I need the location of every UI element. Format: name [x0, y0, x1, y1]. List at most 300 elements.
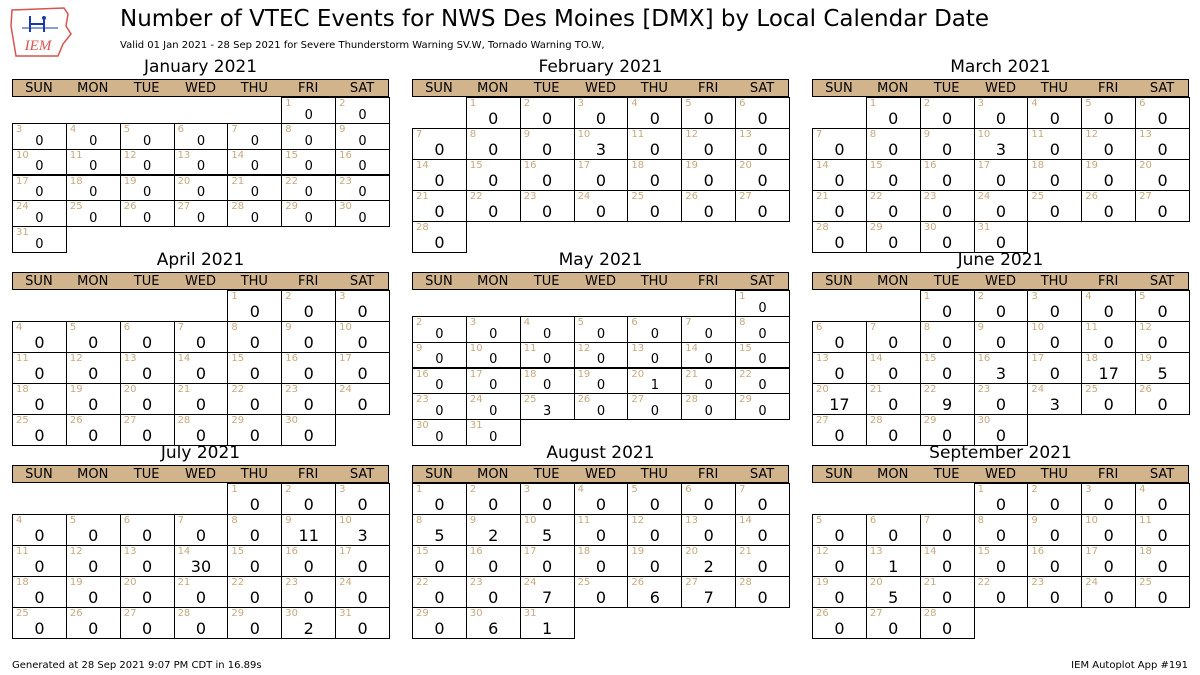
day-number: 5 [69, 515, 77, 526]
day-number: 4 [631, 98, 638, 109]
day-cell [1081, 159, 1136, 191]
day-cell [974, 159, 1029, 191]
day-number: 31 [16, 227, 29, 239]
day-cell [974, 514, 1029, 546]
day-number: 27 [123, 608, 137, 619]
day-number: 15 [923, 353, 937, 364]
day-cell [227, 175, 282, 202]
event-count: 0 [303, 302, 314, 321]
event-count: 0 [942, 526, 953, 545]
day-cell [681, 576, 736, 608]
day-number: 3 [339, 484, 346, 495]
day-number: 4 [1139, 484, 1146, 495]
day-number: 5 [1085, 98, 1092, 109]
day-cell [66, 200, 121, 227]
event-count: 0 [595, 495, 607, 514]
day-number: 1 [285, 98, 292, 109]
day-number: 25 [69, 201, 83, 213]
day-number: 26 [577, 394, 591, 406]
day-number: 5 [69, 322, 77, 333]
event-count: 0 [250, 211, 259, 227]
day-cell [1135, 190, 1190, 222]
day-number: 22 [739, 368, 752, 380]
event-count: 0 [757, 526, 768, 545]
day-number: 14 [231, 149, 245, 161]
event-count: 0 [195, 619, 207, 638]
day-number: 18 [1139, 546, 1152, 557]
day-number: 27 [177, 201, 191, 213]
weekday-label: FRI [1098, 81, 1119, 96]
event-count: 0 [888, 171, 899, 190]
day-number: 8 [977, 515, 984, 526]
day-number: 26 [69, 608, 83, 619]
event-count: 0 [888, 333, 899, 352]
event-count: 0 [142, 159, 152, 175]
weekday-label: WED [184, 81, 217, 96]
event-count: 0 [542, 140, 553, 159]
weekday-header [412, 79, 789, 97]
day-number: 3 [523, 484, 531, 495]
day-number: 21 [177, 384, 191, 395]
event-count: 0 [35, 211, 44, 227]
day-number: 14 [869, 353, 883, 364]
event-count: 0 [88, 588, 99, 607]
event-count: 0 [995, 495, 1007, 514]
event-count: 0 [142, 333, 153, 352]
day-number: 15 [231, 353, 245, 364]
weekday-header [812, 465, 1189, 483]
event-count: 0 [942, 202, 953, 221]
day-cell [520, 483, 575, 515]
day-cell [574, 483, 629, 515]
event-count: 0 [1049, 526, 1060, 545]
day-cell [466, 545, 521, 577]
day-number: 23 [285, 577, 299, 588]
day-number: 31 [977, 222, 991, 233]
day-cell [574, 393, 629, 420]
day-number: 22 [469, 191, 483, 202]
day-cell [1135, 514, 1190, 546]
day-number: 16 [523, 160, 537, 171]
day-cell [866, 545, 921, 577]
event-count: 0 [758, 404, 767, 420]
day-cell [520, 342, 575, 369]
day-cell [1081, 545, 1136, 577]
event-count: 0 [1049, 140, 1060, 159]
event-count: 0 [35, 185, 44, 201]
day-number: 18 [16, 577, 29, 588]
event-count: 0 [650, 404, 659, 420]
day-cell [681, 97, 736, 129]
app-id-footer: IEM Autoplot App #191 [1071, 660, 1188, 671]
day-number: 6 [869, 515, 877, 526]
day-number: 17 [977, 160, 991, 171]
day-cell [227, 576, 282, 608]
day-number: 17 [523, 546, 537, 557]
weekday-label: SUN [825, 274, 853, 289]
day-number: 23 [285, 384, 299, 395]
month-title: September 2021 [929, 443, 1072, 463]
day-number: 17 [16, 175, 29, 187]
weekday-header [12, 465, 389, 483]
day-number: 17 [339, 353, 352, 364]
weekday-label: MON [877, 467, 909, 482]
day-number: 7 [177, 322, 184, 333]
day-cell [281, 514, 336, 546]
day-number: 7 [177, 515, 184, 526]
event-count: 0 [1157, 202, 1168, 221]
day-number: 4 [577, 484, 584, 495]
event-count: 0 [488, 140, 499, 159]
day-number: 17 [339, 546, 352, 557]
event-count: 0 [1049, 109, 1060, 128]
event-count: 0 [1103, 302, 1114, 321]
event-count: 0 [142, 364, 153, 383]
day-number: 9 [469, 515, 477, 526]
day-cell [681, 545, 736, 577]
day-cell [866, 190, 921, 222]
event-count: 0 [704, 378, 713, 394]
day-cell [574, 545, 629, 577]
day-number: 18 [69, 175, 83, 187]
day-cell [12, 607, 67, 639]
day-cell [735, 368, 790, 395]
event-count: 3 [542, 404, 552, 420]
day-cell [1027, 514, 1082, 546]
event-count: 0 [358, 159, 367, 175]
event-count: 0 [195, 333, 207, 352]
day-cell [412, 368, 467, 395]
day-cell [735, 128, 790, 160]
day-cell [627, 483, 682, 515]
event-count: 17 [1098, 364, 1119, 383]
day-number: 1 [231, 291, 238, 302]
event-count: 0 [995, 395, 1007, 414]
event-count: 0 [542, 352, 552, 368]
day-cell [466, 393, 521, 420]
event-count: 0 [142, 426, 153, 445]
day-cell [412, 514, 467, 546]
day-number: 19 [69, 384, 83, 395]
day-number: 6 [1139, 98, 1146, 109]
day-cell [1081, 483, 1136, 515]
day-number: 12 [69, 353, 83, 364]
event-count: 0 [1103, 333, 1114, 352]
event-count: 0 [1103, 395, 1114, 414]
day-cell [281, 149, 336, 176]
day-cell [627, 576, 682, 608]
day-cell [281, 97, 336, 124]
event-count: 0 [195, 426, 207, 445]
event-count: 0 [434, 495, 445, 514]
day-number: 19 [685, 160, 699, 171]
event-count: 0 [435, 326, 444, 342]
weekday-label: THU [240, 274, 268, 289]
day-number: 9 [523, 129, 531, 140]
event-count: 0 [303, 333, 314, 352]
day-number: 20 [1139, 160, 1152, 171]
weekday-label: TUE [933, 81, 960, 96]
event-count: 0 [757, 109, 768, 128]
day-number: 13 [816, 353, 829, 364]
month-title: February 2021 [538, 57, 663, 77]
event-count: 0 [434, 202, 445, 221]
event-count: 0 [434, 557, 445, 576]
day-cell [281, 123, 336, 150]
event-count: 0 [595, 202, 607, 221]
event-count: 0 [995, 333, 1007, 352]
day-number: 2 [977, 291, 984, 302]
event-count: 0 [542, 495, 553, 514]
event-count: 0 [1049, 557, 1060, 576]
day-cell [920, 290, 975, 322]
day-cell [174, 514, 229, 546]
day-cell [1135, 352, 1190, 384]
event-count: 3 [1049, 395, 1060, 414]
weekday-label: SUN [825, 467, 853, 482]
day-number: 29 [739, 394, 752, 406]
day-number: 13 [123, 546, 137, 557]
day-number: 24 [523, 577, 537, 588]
day-number: 10 [1031, 322, 1045, 333]
weekday-label: MON [877, 274, 909, 289]
day-cell [520, 128, 575, 160]
event-count: 0 [704, 326, 713, 342]
event-count: 2 [488, 526, 499, 545]
event-count: 5 [434, 526, 445, 545]
event-count: 0 [488, 495, 499, 514]
day-number: 27 [739, 191, 752, 202]
weekday-label: FRI [298, 81, 319, 96]
day-cell [335, 149, 390, 176]
day-cell [974, 383, 1029, 415]
day-cell [1027, 159, 1082, 191]
day-cell [812, 352, 867, 384]
day-number: 21 [416, 191, 429, 202]
event-count: 0 [995, 171, 1007, 190]
day-number: 14 [416, 160, 429, 171]
day-number: 28 [923, 608, 937, 619]
day-cell [574, 368, 629, 395]
day-cell [12, 149, 67, 176]
day-number: 29 [923, 415, 937, 426]
weekday-label: THU [1040, 467, 1068, 482]
day-cell [227, 607, 282, 639]
event-count: 0 [888, 395, 899, 414]
weekday-label: WED [984, 467, 1017, 482]
day-number: 10 [469, 342, 483, 354]
day-number: 14 [685, 342, 699, 354]
day-number: 27 [631, 394, 645, 406]
day-number: 9 [339, 123, 346, 135]
event-count: 0 [596, 378, 606, 394]
event-count: 0 [357, 302, 368, 321]
event-count: 0 [358, 211, 367, 227]
day-cell [627, 128, 682, 160]
day-number: 13 [177, 149, 191, 161]
event-count: 0 [888, 364, 899, 383]
weekday-label: THU [1040, 274, 1068, 289]
weekday-label: WED [984, 81, 1017, 96]
event-count: 0 [1103, 140, 1114, 159]
weekday-label: SUN [825, 81, 853, 96]
day-number: 15 [469, 160, 483, 171]
day-number: 20 [739, 160, 752, 171]
weekday-label: MON [477, 467, 509, 482]
event-count: 0 [357, 588, 368, 607]
day-number: 7 [685, 316, 692, 328]
event-count: 0 [542, 171, 553, 190]
weekday-label: SUN [425, 467, 453, 482]
event-count: 0 [888, 202, 899, 221]
day-cell [920, 545, 975, 577]
day-number: 24 [577, 191, 591, 202]
weekday-label: SAT [749, 81, 775, 96]
event-count: 0 [434, 619, 445, 638]
event-count: 0 [703, 109, 714, 128]
day-number: 14 [177, 546, 191, 557]
event-count: 0 [304, 211, 313, 227]
weekday-label: SAT [749, 274, 775, 289]
weekday-label: TUE [533, 274, 560, 289]
event-count: 0 [357, 557, 368, 576]
day-cell [412, 159, 467, 191]
day-cell [466, 128, 521, 160]
event-count: 0 [89, 185, 98, 201]
event-count: 0 [196, 133, 206, 149]
event-count: 0 [942, 109, 953, 128]
day-cell [412, 128, 467, 160]
event-count: 0 [489, 429, 498, 445]
event-count: 0 [595, 588, 607, 607]
day-number: 18 [16, 384, 29, 395]
day-cell [466, 483, 521, 515]
event-count: 5 [542, 526, 553, 545]
day-number: 21 [231, 175, 245, 187]
event-count: 0 [757, 557, 768, 576]
day-number: 21 [816, 191, 829, 202]
event-count: 0 [995, 557, 1007, 576]
day-number: 5 [123, 123, 131, 135]
day-number: 2 [523, 98, 531, 109]
day-number: 12 [1085, 129, 1099, 140]
day-number: 11 [523, 342, 537, 354]
event-count: 0 [834, 333, 845, 352]
day-cell [681, 159, 736, 191]
weekday-label: TUE [133, 467, 160, 482]
day-number: 11 [631, 129, 645, 140]
event-count: 0 [649, 109, 660, 128]
day-cell [520, 159, 575, 191]
day-cell [335, 383, 390, 415]
day-cell [335, 97, 390, 124]
day-number: 6 [816, 322, 823, 333]
day-cell [735, 190, 790, 222]
day-cell [335, 576, 390, 608]
day-number: 18 [1031, 160, 1045, 171]
day-cell [974, 352, 1029, 384]
day-cell [1027, 97, 1082, 129]
day-number: 23 [469, 577, 483, 588]
day-number: 8 [923, 322, 931, 333]
day-number: 20 [685, 546, 699, 557]
event-count: 0 [358, 133, 367, 149]
day-cell [1081, 352, 1136, 384]
day-cell [412, 393, 467, 420]
day-number: 25 [16, 608, 29, 619]
event-count: 0 [834, 619, 845, 638]
weekday-label: THU [640, 467, 668, 482]
day-cell [120, 607, 175, 639]
event-count: 0 [942, 426, 953, 445]
day-cell [735, 159, 790, 191]
day-number: 11 [1031, 129, 1045, 140]
event-count: 0 [489, 404, 498, 420]
event-count: 0 [357, 364, 368, 383]
day-cell [227, 290, 282, 322]
day-cell [574, 342, 629, 369]
day-number: 3 [469, 316, 477, 328]
day-number: 7 [416, 129, 423, 140]
day-cell [227, 483, 282, 515]
weekday-label: TUE [933, 274, 960, 289]
day-cell [1081, 514, 1136, 546]
day-cell [227, 123, 282, 150]
day-number: 4 [1031, 98, 1038, 109]
event-count: 0 [1049, 171, 1060, 190]
weekday-header [412, 465, 789, 483]
day-number: 21 [923, 577, 937, 588]
event-count: 2 [703, 557, 714, 576]
day-cell [281, 483, 336, 515]
event-count: 0 [1157, 140, 1168, 159]
day-cell [812, 514, 867, 546]
day-number: 11 [577, 515, 591, 526]
day-cell [574, 97, 629, 129]
event-count: 11 [298, 526, 319, 545]
day-cell [681, 128, 736, 160]
day-cell [974, 128, 1029, 160]
day-cell [866, 352, 921, 384]
day-number: 10 [977, 129, 991, 140]
day-number: 3 [1085, 484, 1092, 495]
event-count: 0 [249, 588, 260, 607]
event-count: 0 [142, 133, 152, 149]
event-count: 3 [995, 364, 1007, 383]
day-number: 31 [523, 608, 537, 619]
day-number: 31 [469, 420, 483, 432]
event-count: 0 [357, 495, 368, 514]
day-cell [281, 545, 336, 577]
day-number: 20 [816, 384, 829, 395]
day-cell [66, 383, 121, 415]
iem-logo [8, 4, 74, 60]
event-count: 0 [888, 619, 899, 638]
event-count: 0 [942, 233, 953, 252]
event-count: 17 [829, 395, 850, 414]
day-cell [1081, 97, 1136, 129]
weekday-label: MON [877, 81, 909, 96]
day-number: 4 [69, 123, 77, 135]
day-number: 23 [1031, 577, 1045, 588]
day-cell [466, 607, 521, 639]
weekday-label: SUN [25, 81, 53, 96]
day-number: 2 [416, 316, 423, 328]
day-number: 25 [1139, 577, 1152, 588]
event-count: 0 [542, 557, 553, 576]
day-cell [866, 514, 921, 546]
day-cell [335, 321, 390, 353]
